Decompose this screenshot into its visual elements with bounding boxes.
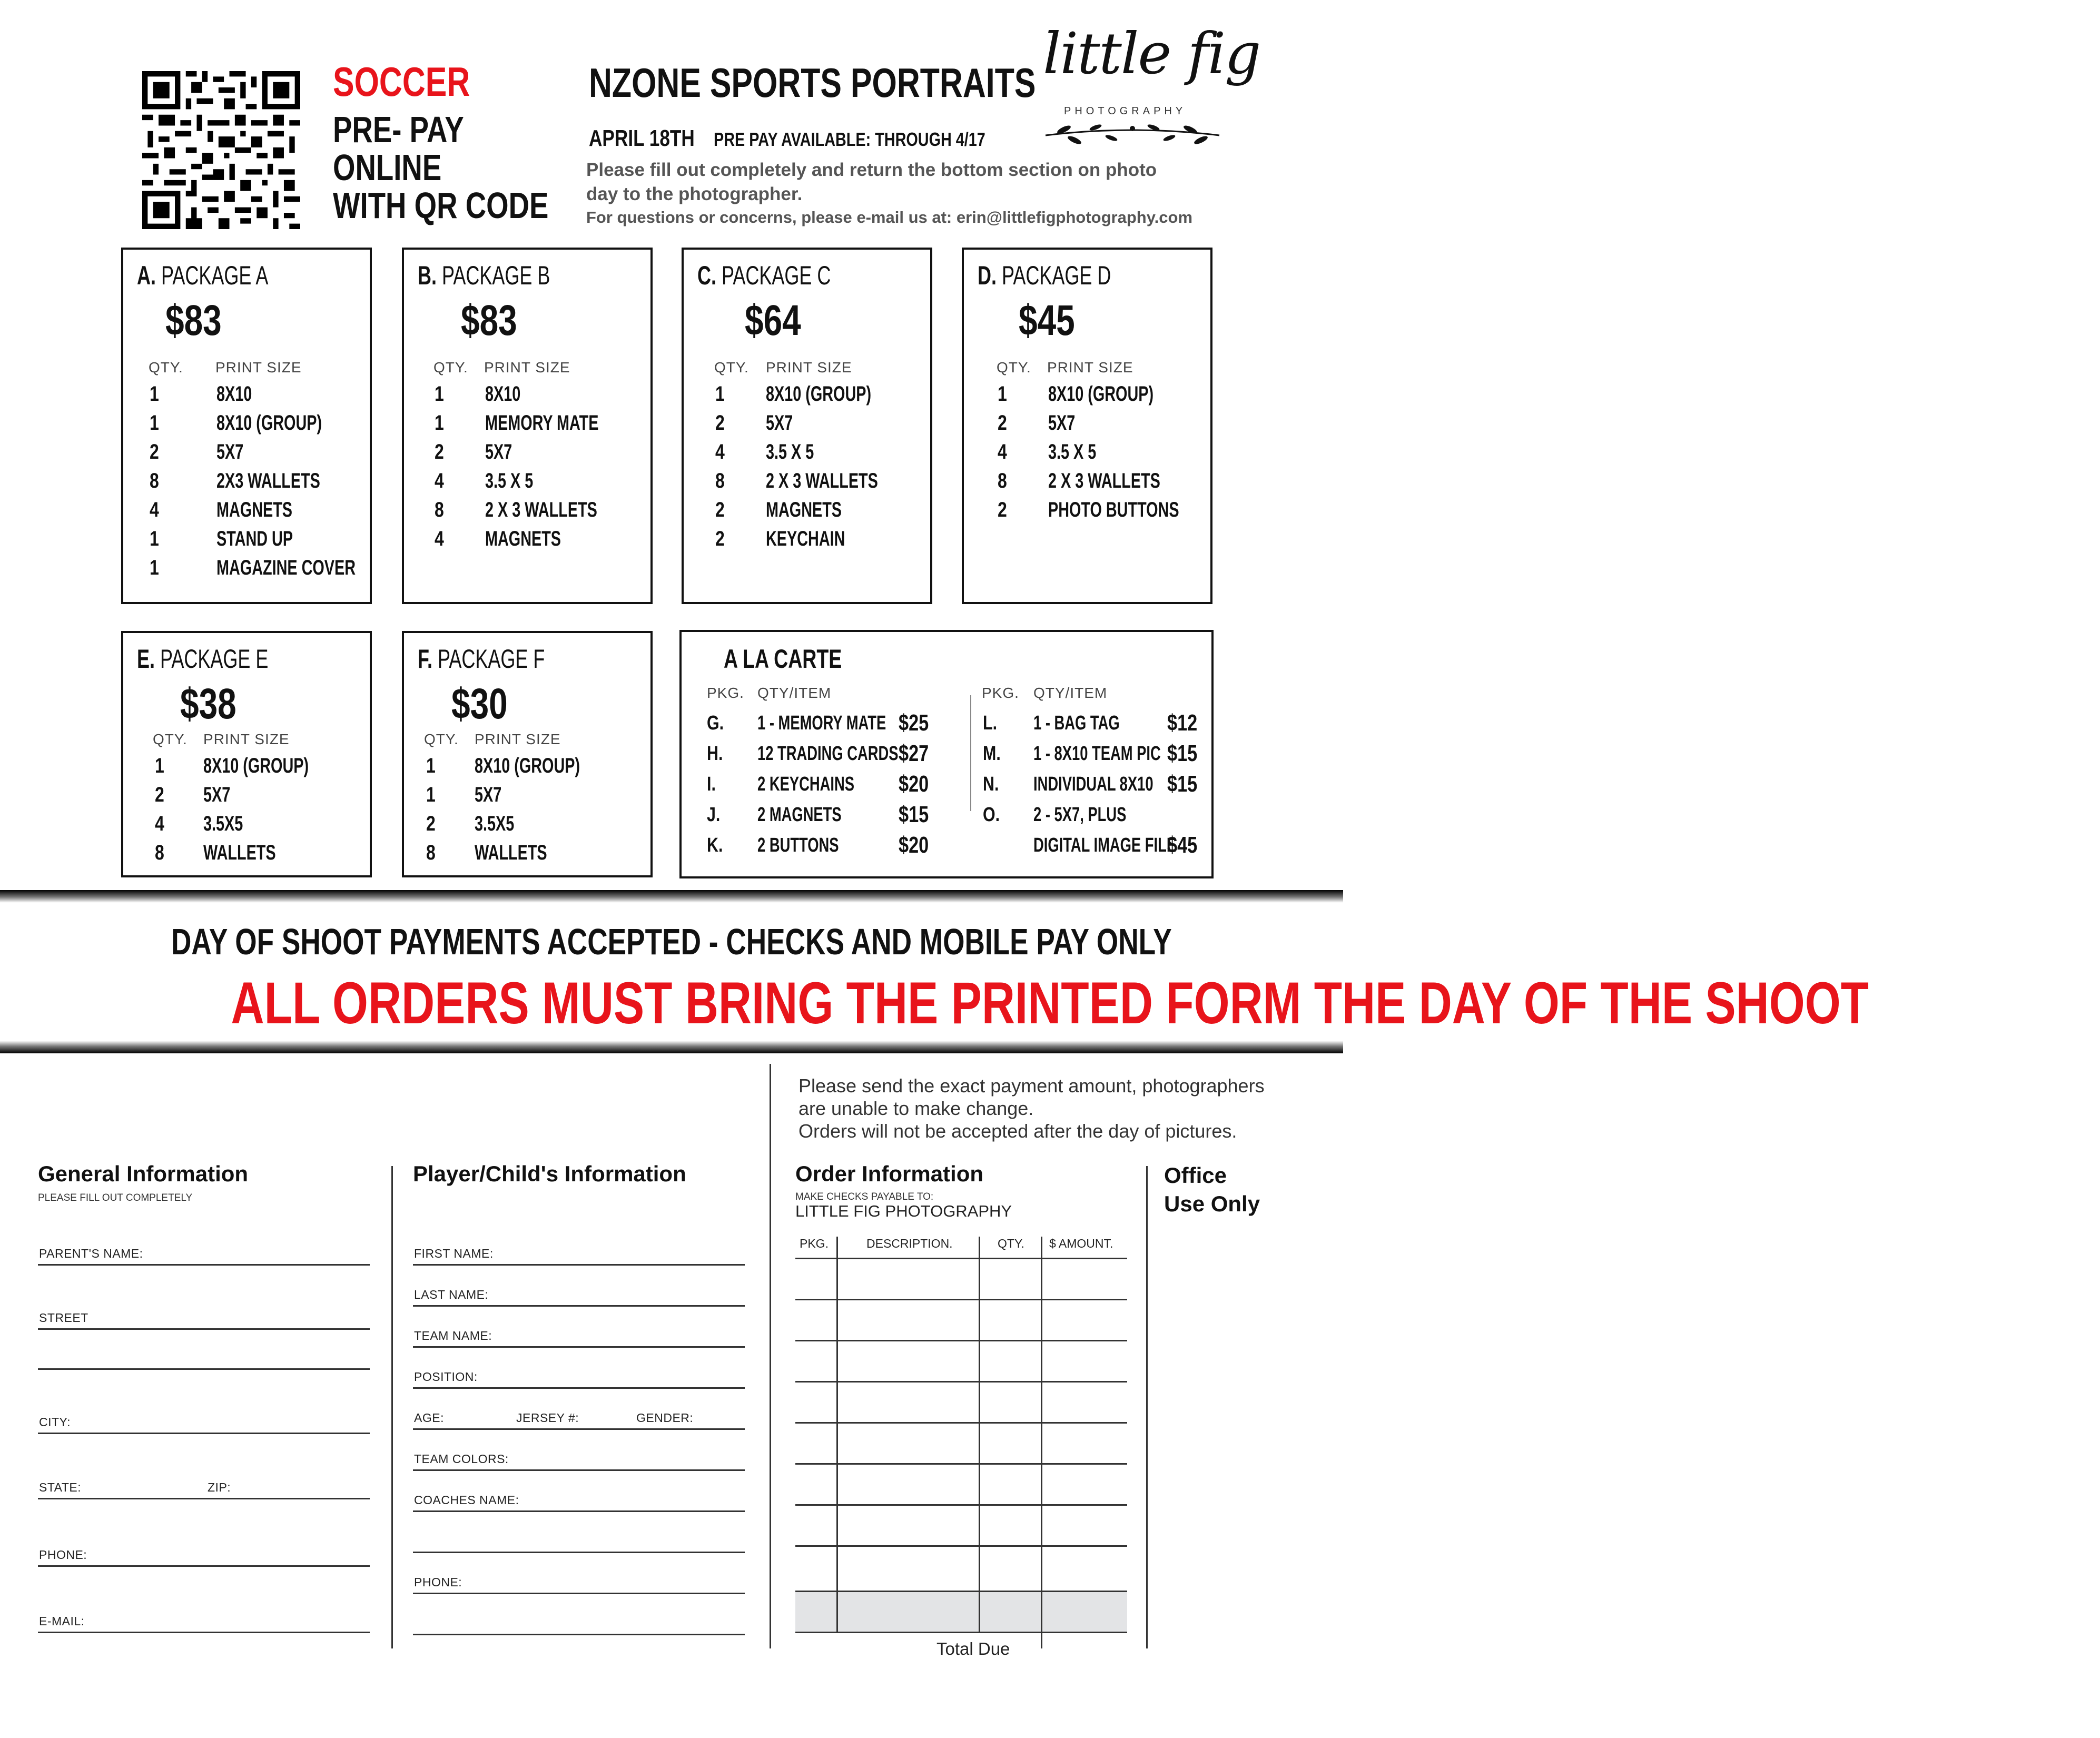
package-price: $38 bbox=[180, 680, 236, 728]
player-info-title: Player/Child's Information bbox=[413, 1161, 686, 1186]
table-row bbox=[795, 1463, 1127, 1465]
state-zip-field[interactable]: STATE: ZIP: bbox=[38, 1472, 370, 1499]
phone-field[interactable]: PHONE: bbox=[38, 1539, 370, 1567]
qr-code[interactable] bbox=[142, 71, 300, 229]
table-row bbox=[795, 1591, 1127, 1592]
general-info-title: General Information bbox=[38, 1161, 249, 1186]
prepay-deadline: PRE PAY AVAILABLE: THROUGH 4/17 bbox=[714, 129, 985, 150]
page-title: NZONE SPORTS PORTRAITS bbox=[589, 60, 1036, 106]
coach-name-field-line2[interactable] bbox=[413, 1525, 745, 1553]
divider bbox=[970, 695, 971, 811]
payee: LITTLE FIG PHOTOGRAPHY bbox=[795, 1202, 1012, 1220]
table-row bbox=[795, 1422, 1127, 1424]
package-price: $30 bbox=[451, 680, 508, 728]
table-row bbox=[795, 1340, 1127, 1341]
instructions: Please fill out completely and return the bottom section on photo day to the photographer. bbox=[586, 160, 1157, 204]
street-field-line2[interactable] bbox=[38, 1342, 370, 1370]
package-d-box[interactable]: D. PACKAGE D $45 QTY. PRINT SIZE 1 8X10 (GROUP) 2 5X7 4 3.5 X 5 8 2 X 3 WALLETS 2 PHOTO BUTTONS bbox=[962, 248, 1212, 604]
table-row bbox=[795, 1545, 1127, 1547]
divider bbox=[1146, 1166, 1148, 1648]
orders-notice: ALL ORDERS MUST BRING THE PRINTED FORM THE DAY OF THE SHOOT bbox=[231, 970, 1869, 1036]
city-field[interactable]: CITY: bbox=[38, 1406, 370, 1434]
shoot-date: APRIL 18TH bbox=[589, 125, 695, 151]
divider-bottom bbox=[0, 1041, 1343, 1053]
team-colors-field[interactable]: TEAM COLORS: bbox=[413, 1443, 745, 1471]
a-la-carte-box[interactable]: A LA CARTE PKG. QTY/ITEM PKG. QTY/ITEM G. 1 - MEMORY MATE $25 H. 12 TRADING CARDS $27 I. 2 KEYCHAINS $20 J. 2 MAGNETS $15 K. 2 BUTTONS $20 L. 1 - BAG TAG $12 M. 1 - 8X10 TEAM PIC $15 N. INDIVIDUAL 8X10 $15 O. 2 - 5X7, PLUS DIGITAL IMAGE FILE $45 bbox=[679, 630, 1214, 878]
package-price: $83 bbox=[165, 297, 222, 344]
package-c-box[interactable]: C. PACKAGE C $64 QTY. PRINT SIZE 1 8X10 (GROUP) 2 5X7 4 3.5 X 5 8 2 X 3 WALLETS 2 MAGNETS 2 KEYCHAIN bbox=[682, 248, 932, 604]
sport-label: SOCCER bbox=[333, 58, 470, 105]
package-a-box[interactable]: A. PACKAGE A $83 QTY. PRINT SIZE 1 8X10 1 8X10 (GROUP) 2 5X7 8 2X3 WALLETS 4 MAGNETS 1 STAND UP 1 MAGAZINE COVER bbox=[121, 248, 372, 604]
email-field[interactable]: E-MAIL: bbox=[38, 1605, 370, 1633]
coach-phone-field[interactable]: PHONE: bbox=[413, 1566, 745, 1594]
package-f-box[interactable]: F. PACKAGE F $30 QTY. PRINT SIZE 1 8X10 (GROUP) 1 5X7 2 3.5X5 8 WALLETS bbox=[402, 631, 653, 877]
order-info-subtitle: MAKE CHECKS PAYABLE TO: bbox=[795, 1191, 934, 1202]
parent-name-field[interactable]: PARENT'S NAME: bbox=[38, 1238, 370, 1266]
contact-info: For questions or concerns, please e-mail us at: erin@littlefigphotography.com bbox=[586, 208, 1193, 226]
table-row bbox=[795, 1299, 1127, 1300]
a-la-carte-title: A LA CARTE bbox=[724, 644, 842, 674]
package-b-box[interactable]: B. PACKAGE B $83 QTY. PRINT SIZE 1 8X10 1 MEMORY MATE 2 5X7 4 3.5 X 5 8 2 X 3 WALLETS 4 MAGNETS bbox=[402, 248, 653, 604]
package-price: $83 bbox=[461, 297, 517, 344]
first-name-field[interactable]: FIRST NAME: bbox=[413, 1238, 745, 1266]
last-name-field[interactable]: LAST NAME: bbox=[413, 1279, 745, 1307]
little-fig-logo: little fig PHOTOGRAPHY bbox=[1032, 21, 1254, 147]
team-name-field[interactable]: TEAM NAME: bbox=[413, 1320, 745, 1348]
general-info-subtitle: PLEASE FILL OUT COMPLETELY bbox=[38, 1192, 193, 1203]
divider bbox=[770, 1064, 771, 1648]
package-price: $45 bbox=[1019, 297, 1075, 344]
package-price: $64 bbox=[745, 297, 801, 344]
street-field[interactable]: STREET bbox=[38, 1302, 370, 1330]
divider-top bbox=[0, 890, 1343, 903]
package-e-box[interactable]: E. PACKAGE E $38 QTY. PRINT SIZE 1 8X10 (GROUP) 2 5X7 4 3.5X5 8 WALLETS bbox=[121, 631, 372, 877]
divider bbox=[391, 1166, 393, 1648]
table-row bbox=[795, 1381, 1127, 1382]
order-info-title: Order Information bbox=[795, 1161, 984, 1186]
age-jersey-gender-field[interactable]: AGE: JERSEY #: GENDER: bbox=[413, 1402, 745, 1430]
table-row bbox=[795, 1504, 1127, 1506]
coach-phone-field-line2[interactable] bbox=[413, 1607, 745, 1635]
office-use-label: Office Use Only bbox=[1164, 1163, 1260, 1216]
prepay-text: PRE- PAY ONLINE WITH QR CODE bbox=[333, 109, 549, 226]
position-field[interactable]: POSITION: bbox=[413, 1361, 745, 1389]
total-due-label: Total Due bbox=[936, 1639, 1010, 1658]
order-table[interactable]: PKG. DESCRIPTION. QTY. $ AMOUNT. Total Due bbox=[795, 1237, 1127, 1648]
payment-notice: DAY OF SHOOT PAYMENTS ACCEPTED - CHECKS AND MOBILE PAY ONLY bbox=[171, 921, 1172, 962]
payment-note: Please send the exact payment amount, photographers are unable to make change. Orders will not be accepted after the day of pictures. bbox=[798, 1075, 1265, 1142]
coach-name-field[interactable]: COACHES NAME: bbox=[413, 1484, 745, 1512]
